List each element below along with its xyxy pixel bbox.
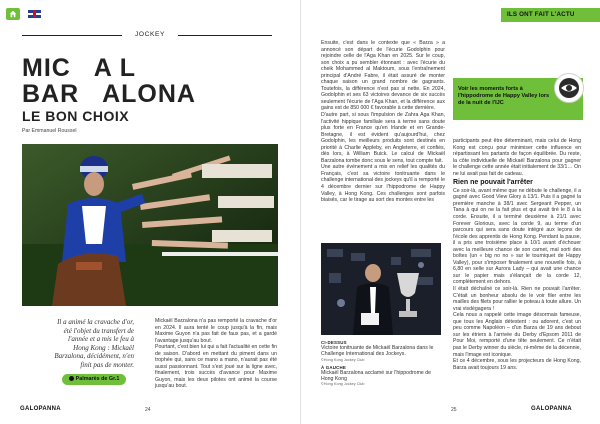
paragraph: participants peut être déterminant, mais celui de Hong Kong est conçu pour minimiser cette influence en répartissant les partants de façon équilibrée. Du reste, la côte individuelle de Mickaël Barzalona pour gagner le challenge cette année était initialement de 33/1… On ne lui avait pas fait de cadeau. bbox=[453, 138, 581, 177]
video-highlight-text[interactable]: Voir les moments forts à l'hippodrome de Happy Valley lors de la nuit de l'IJC bbox=[458, 86, 550, 106]
page-title-line-2: BAR ALONA bbox=[22, 80, 196, 108]
eye-icon-badge[interactable] bbox=[554, 73, 584, 103]
paragraph: Il était déchaîné ce soir-là. Rien ne pouvait l'arrêter. C'était un bonheur absolu de le voir filer entre les mailles des filets pour rallier le poteau à toute allure. Un vrai visdégagera ! bbox=[453, 286, 581, 312]
paragraph: Pourtant, c'est bien lui qui a fait l'actualité en cette fin de saison. D'abord en mettant du piment dans un trophée qui, sans ce mano a mano, n'aurait pas été aussi passionnant. Tout s'est joué sur la ligne avec, finalement, trois succès d'avance pour Maxime Guyon, mais les deux pilotes ont animé la course jusqu'au bout. bbox=[155, 344, 277, 390]
paragraph: Et ce 4 décembre, sous les projecteurs de Hong Kong, Barza avait toujours 19 ans. bbox=[453, 358, 581, 371]
paragraph: Une autre événement a mis en relief les qualités du Français, c'est sa victoire tonitruante dans le challenge international des jockeys qu'il a remporté le 4 décembre dernier sur l'hippodrome de Happy Valley, à Hong Kong. Ces challenges sont parfois biaisés, car le tirage au sort des montes entre les bbox=[321, 164, 445, 204]
photo-captions bbox=[321, 340, 441, 386]
paragraph: Cela nous a rappelé cette image désormais fameuse, que tous les Anglais détestent : ou adorent, c'est un peu comme Napoléon – d'un Barza de 19 ans debout sur les étriers à l'arrivée du Derby d'Epsom 2011 de Pour Moi, remporté d'une tête seulement. Ce n'était pas le Derby winner du siècle, ni-même de la décennie, mais l'image est iconique. bbox=[453, 312, 581, 358]
caption-credit-2: ©Hong Kong Jockey Club bbox=[321, 382, 365, 387]
paragraph: Ce soir-là, avant même que ne débute le challenge, il a gagné avec Good View Glory à 13/1. Puis il a gagné la première manche à 38/1 avec Sergeant Pepper, un Tana à qui on ne la fait plus et qui avait tiré le 8 à la corde. Ensuite, il a terminé deuxième à 21/1 avec Forever Glorious, avec la corde 9, au terme d'un parcours qui sera sans doute intégré aux leçons de l'école des apprentis de Hong Kong. Pendant la pause, il a pris une troisième place à 10/1 avant d'échouer avec la meilleure chance de son carnet, mal sorti des boîtes (un « big no no » sur le tourniquet de Happy Valley), pour s'imposer finalement une nouvelle fois, à 6,80 en selle sur Aurora Lady – qui avait une chance sur le papier mais s'élançait de la corde 12, complètement en dehors. bbox=[453, 187, 581, 286]
uk-flag-icon[interactable] bbox=[28, 10, 41, 18]
trophy-photo bbox=[321, 243, 441, 335]
caption-label-1: CI-DESSUS bbox=[321, 340, 347, 345]
caption-label-2: À GAUCHE bbox=[321, 364, 347, 370]
page-number: 25 bbox=[451, 407, 457, 413]
jockey-celebration-photo bbox=[22, 144, 278, 306]
left-top-bar bbox=[0, 0, 300, 26]
pull-quote: Il a animé la cravache d'or, été l'objet du transfert de l'année et a mis le feu à Hong Kong : Mickaël Barzalona, décidément, n'en finit pas de monter. bbox=[54, 318, 134, 369]
body-column-1 bbox=[155, 318, 277, 390]
body-column-3 bbox=[453, 138, 581, 371]
page-subtitle: LE BON CHOIX bbox=[22, 108, 130, 124]
byline: Par Emmanuel Roussel bbox=[22, 128, 77, 134]
paragraph: Ensuite, c'est dans le contexte que « Barza » a annoncé son départ de l'écurie Godolphin pour rejoindre celle de l'Aga Khan en 2025. Sur le coup, son choix a pu sembler étonnant : avec l'écurie du cheik Mohammed al Maktoum, sous l'entraînement principal d'André Fabre, il était assuré de monter chaque saison un grand nombre de gagnants. Toutefois, la différence n'est pas si nette. En 2024, Godolphin et ses 63 victoires devance de six succès seulement l'écurie de l'Aga Khan, et la différence aux gains est de 850 000 € favorable à cette dernière. bbox=[321, 40, 445, 112]
section-tag: ILS ONT FAIT L'ACTU bbox=[501, 8, 600, 22]
caption-text-1: Victoire tonitruante de Mickaël Barzalona dans le Challenge International des Jockeys. bbox=[321, 345, 434, 358]
eye-icon bbox=[555, 74, 583, 102]
right-page bbox=[300, 0, 600, 424]
footer-brand: GALOPANNA bbox=[20, 406, 61, 412]
body-column-2 bbox=[321, 40, 445, 204]
rubrique-label: JOCKEY bbox=[135, 31, 165, 38]
trophy-icon bbox=[69, 376, 74, 381]
home-icon[interactable] bbox=[6, 8, 20, 20]
palmares-button[interactable] bbox=[62, 374, 126, 385]
caption-text-2: Mickaël Barzalona acclamé sur l'hippodrome de Hong Kong bbox=[321, 369, 431, 382]
palmares-label: Palmarès de Gr.1 bbox=[75, 376, 120, 382]
page-title-line-1: MIC A L bbox=[22, 54, 137, 82]
right-top-bar bbox=[301, 8, 600, 22]
section-subhead: Rien ne pouvait l'arrêter bbox=[453, 179, 533, 187]
page-number: 24 bbox=[145, 407, 151, 413]
footer-brand: GALOPANNA bbox=[531, 406, 572, 412]
paragraph: D'autre part, si sous l'impulsion de Zahra Aga Khan, l'activité hippique familiale sera à terme sans doute plus forte en France qu'en Irlande et en Grande-Bretagne, il est évident qu'aujourd'hui, chez Godolphin, les meilleurs produits sont destinés en priorité à Charlie Appleby, en Angleterre, et confiés, dès lors, à William Buick. Le calcul de Mickaël Barzalona tombe donc sous le sens, tout compte fait. bbox=[321, 112, 445, 164]
paragraph: Mickaël Barzalona n'a pas remporté la cravache d'or en 2024. Il aura tenté le coup jusqu'à la fin, mais Maxime Guyon n'a pas fait de faux pas, et a gardé l'avantage jusqu'au bout. bbox=[155, 318, 277, 344]
caption-credit-1: ©Hong Kong Jockey Club bbox=[321, 357, 365, 362]
